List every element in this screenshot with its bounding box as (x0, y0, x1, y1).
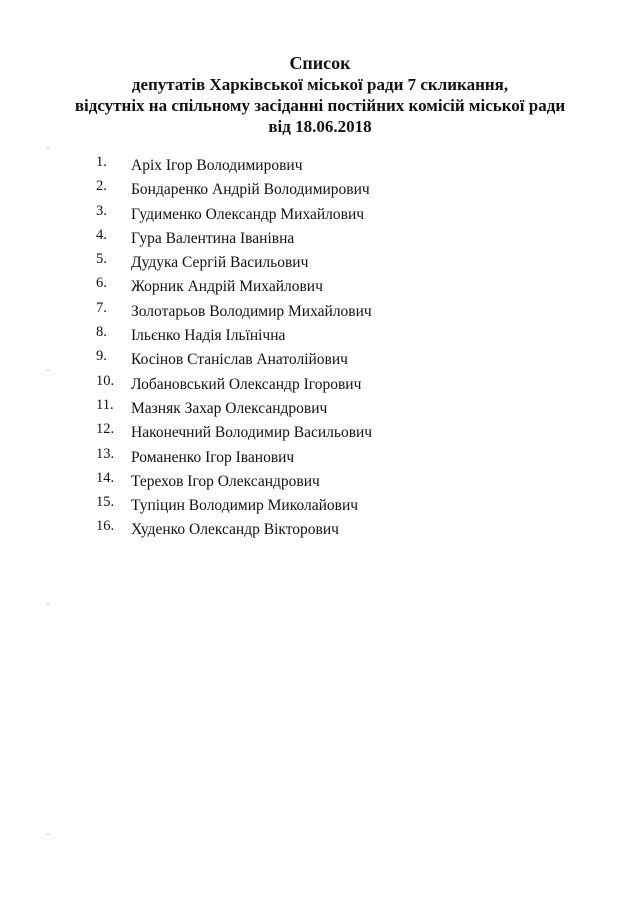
list-item-number: 1. (96, 154, 107, 170)
list-item-name: Мазняк Захар Олександрович (131, 399, 328, 417)
list-item-name: Наконечний Володимир Васильович (131, 424, 373, 442)
list-item-number: 13. (96, 445, 115, 462)
document-heading (0, 53, 640, 137)
list-item-name: Романенко Ігор Іванович (131, 448, 295, 466)
scan-mark (47, 604, 49, 605)
heading-line-1: депутатів Харківської міської ради 7 скликання, (131, 75, 509, 94)
list-item-name: Косінов Станіслав Анатолійович (131, 351, 348, 369)
list-item-number: 7. (96, 299, 107, 316)
list-item-number: 10. (96, 372, 115, 389)
list-item-number: 15. (96, 494, 115, 511)
list-item-name: Золотарьов Володимир Михайлович (131, 302, 372, 320)
list-item-name: Терехов Ігор Олександрович (131, 472, 320, 490)
list-item-name: Тупіцин Володимир Миколайович (131, 497, 359, 515)
scan-mark (47, 370, 49, 371)
heading-date: від 18.06.2018 (268, 117, 372, 136)
list-item-name: Бондаренко Андрій Володимирович (131, 181, 370, 199)
list-item-number: 12. (96, 421, 115, 438)
list-item-name: Гура Валентина Іванівна (131, 229, 295, 247)
list-item-name: Гудименко Олександр Михайлович (131, 205, 365, 223)
scan-mark (47, 148, 49, 149)
list-item-number: 9. (96, 348, 107, 365)
document-title: Список (289, 53, 351, 73)
list-item-number: 8. (96, 324, 107, 341)
list-item-name: Дудука Сергій Васильович (131, 254, 309, 272)
list-item-number: 16. (96, 518, 115, 535)
list-item-number: 6. (96, 275, 107, 292)
list-item-name: Аріх Ігор Володимирович (131, 157, 303, 174)
list-item-name: Ільєнко Надія Ільїнічна (131, 327, 286, 345)
list-item-name: Жорник Андрій Михайлович (131, 278, 323, 296)
list-item-number: 4. (96, 226, 107, 243)
scan-mark (47, 834, 49, 835)
list-item-number: 14. (96, 469, 115, 486)
list-item-number: 5. (96, 251, 107, 268)
list-item-number: 2. (96, 178, 107, 195)
heading-line-2: відсутніх на спільному засіданні постійних комісій міської ради (74, 96, 566, 115)
list-item-name: Худенко Олександр Вікторович (131, 521, 339, 539)
list-item-name: Лобановський Олександр Ігорович (131, 375, 362, 393)
list-item-number: 11. (96, 396, 114, 413)
list-item-number: 3. (96, 202, 107, 219)
